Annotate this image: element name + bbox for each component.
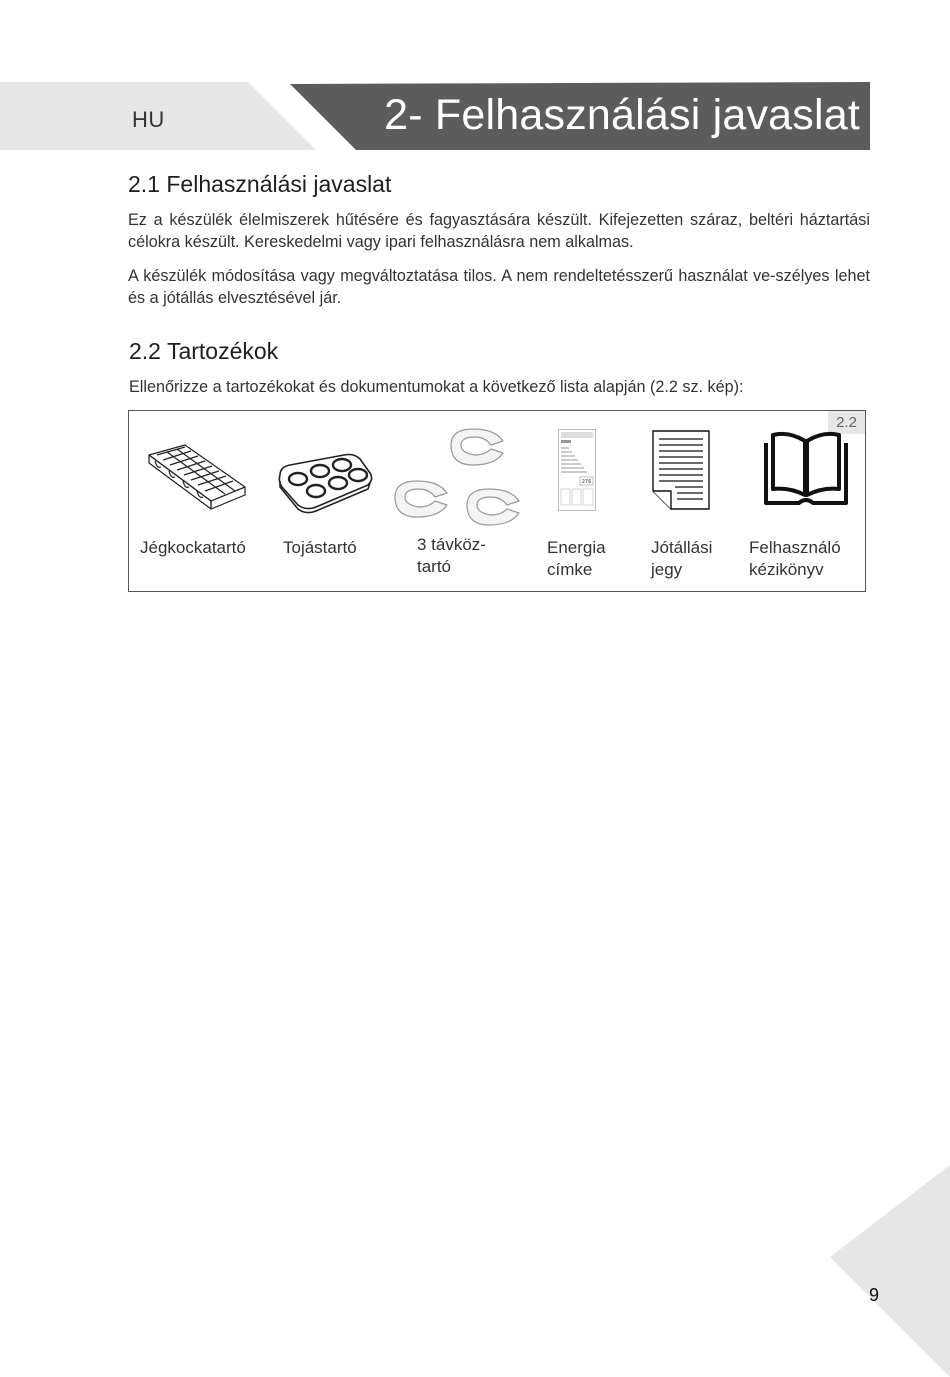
accessory-label-energy-line1: Energia (547, 538, 606, 557)
accessory-label-manual-line1: Felhasználó (749, 538, 841, 557)
accessory-label-spacer-line2: tartó (417, 557, 452, 576)
accessory-label-manual-line2: kézikönyv (749, 560, 824, 579)
energy-label-value: 276 (581, 479, 592, 486)
accessory-label-spacer-line1: 3 távköz- (417, 535, 486, 554)
accessories-figure (128, 410, 866, 592)
page-corner-decoration (830, 1165, 950, 1377)
accessory-label-energy-line2: címke (547, 560, 593, 579)
paragraph-accessories-intro: Ellenőrizze a tartozékokat és dokumentumokat a következő lista alapján (2.2 sz. kép): (129, 378, 744, 396)
accessory-label-manual (749, 537, 841, 581)
chapter-title: 2- Felhasználási javaslat (384, 91, 860, 139)
ice-cube-tray-icon (145, 441, 249, 517)
paragraph-intended-use: Ez a készülék élelmiszerek hűtésére és fagyasztására készült. Kifejezetten száraz, beltéri háztartási célokra készült. Kereskedelmi vagy ipari felhasználásra nem alkalmas. (128, 211, 870, 251)
energy-label-icon (558, 429, 596, 511)
accessory-label-ice-tray: Jégkockatartó (140, 538, 246, 557)
spacer-icon (391, 425, 521, 533)
accessory-label-warranty (651, 537, 712, 581)
page-number: 9 (869, 1285, 880, 1305)
user-manual-icon (763, 431, 849, 507)
figure-tag: 2.2 (828, 411, 865, 434)
accessory-label-warranty-line2: jegy (651, 560, 683, 579)
accessory-label-spacer (417, 534, 486, 578)
language-code: HU (132, 107, 165, 132)
section-heading-usage: 2.1 Felhasználási javaslat (128, 171, 392, 197)
paragraph-modification-warning: A készülék módosítása vagy megváltoztatása tilos. A nem rendeltetésszerű használat ve-szélyes lehet és a jótállás elvesztésével jár. (128, 267, 870, 307)
accessory-label-warranty-line1: Jótállási (651, 538, 713, 557)
egg-tray-icon (276, 451, 376, 515)
warranty-card-icon (649, 429, 713, 511)
accessory-label-egg-tray: Tojástartó (283, 538, 357, 557)
accessory-label-energy (547, 537, 606, 581)
section-heading-accessories: 2.2 Tartozékok (129, 338, 279, 364)
